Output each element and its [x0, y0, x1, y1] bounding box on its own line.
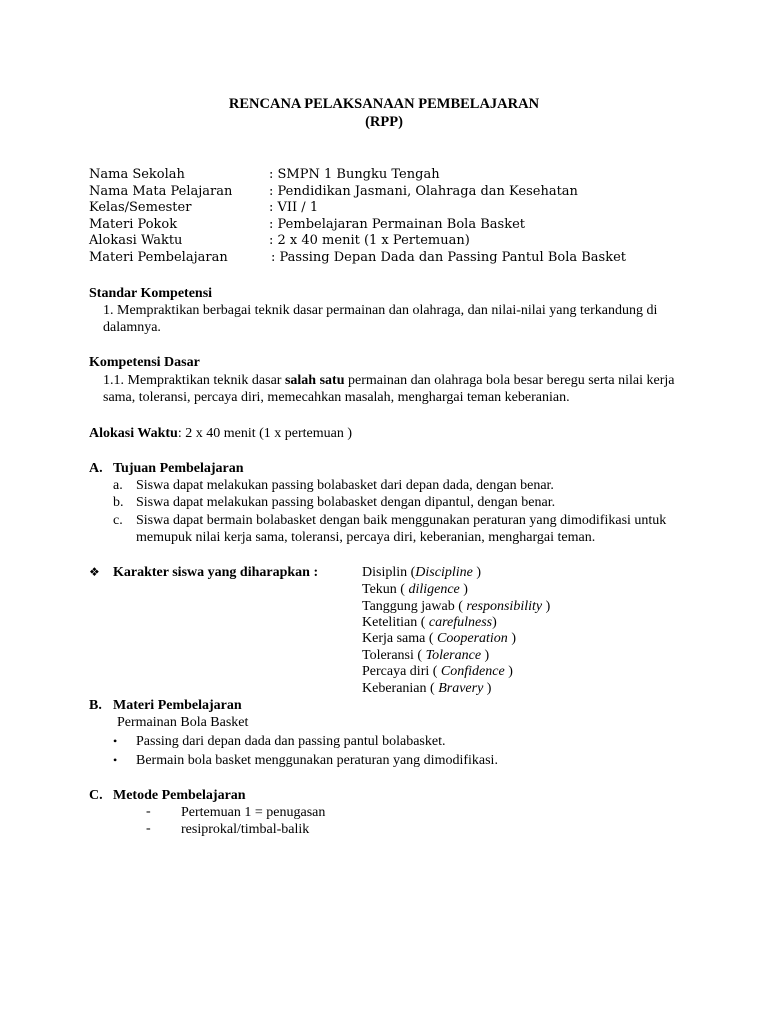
kompetensi-emphasis: salah satu	[284, 373, 345, 388]
karakter-translation: Cooperation	[437, 631, 508, 646]
identity-value: : SMPN 1 Bungku Tengah	[269, 167, 440, 182]
identity-label: Nama Mata Pelajaran	[89, 183, 233, 199]
section-a-marker: A.	[89, 461, 103, 476]
bullet-icon: •	[113, 753, 118, 767]
karakter-close: )	[507, 631, 516, 646]
section-b-marker: B.	[89, 698, 102, 713]
document-title: RENCANA PELAKSANAAN PEMBELAJARAN	[228, 96, 540, 112]
list-item-continuation: memupuk nilai kerja sama, toleransi, percaya diri, keberanian, menghargai teman.	[136, 530, 596, 545]
standar-line-1: 1. Mempraktikan berbagai teknik dasar permainan dan olahraga, dan nilai-nilai yang terkandung di	[103, 303, 658, 318]
identity-label: Materi Pembelajaran	[89, 249, 228, 265]
alokasi-label: Alokasi Waktu	[89, 426, 178, 441]
section-c-heading: Metode Pembelajaran	[113, 788, 246, 803]
karakter-term: Tanggung jawab (	[362, 599, 467, 614]
karakter-term: Toleransi (	[362, 648, 426, 663]
karakter-item	[362, 598, 550, 615]
list-item: Passing dari depan dada dan passing pantul bolabasket.	[136, 734, 446, 749]
list-marker: a.	[113, 478, 123, 493]
karakter-translation: Discipline	[415, 565, 473, 580]
karakter-term: Tekun (	[362, 582, 409, 597]
list-item: Siswa dapat melakukan passing bolabasket dengan dipantul, dengan benar.	[136, 495, 556, 510]
list-marker: c.	[113, 513, 123, 528]
karakter-close: )	[504, 664, 513, 679]
kompetensi-line-2: sama, toleransi, percaya diri, memecahkan masalah, menghargai teman keberanian.	[103, 390, 570, 405]
kompetensi-text: 1.1. Mempraktikan teknik dasar	[103, 373, 285, 388]
karakter-item	[362, 663, 513, 680]
list-marker: b.	[113, 495, 124, 510]
kompetensi-line-1	[103, 372, 675, 389]
karakter-translation: responsibility	[466, 599, 543, 614]
document-subtitle: (RPP)	[365, 114, 403, 130]
karakter-term: Ketelitian (	[362, 615, 429, 630]
kompetensi-heading: Kompetensi Dasar	[89, 355, 200, 370]
karakter-item	[362, 581, 468, 598]
identity-label: Kelas/Semester	[89, 200, 192, 215]
list-item: Pertemuan 1 = penugasan	[181, 805, 326, 820]
karakter-item	[362, 680, 491, 697]
karakter-translation: carefulness	[428, 615, 493, 630]
dash-marker: -	[146, 821, 151, 836]
bullet-icon: •	[113, 734, 118, 748]
list-item: Siswa dapat melakukan passing bolabasket dari depan dada, dengan benar.	[136, 478, 554, 493]
standar-line-2: dalamnya.	[103, 320, 161, 335]
kompetensi-text: permainan dan olahraga bola besar beregu serta nilai kerja	[344, 373, 675, 388]
karakter-translation: diligence	[408, 582, 460, 597]
karakter-close: )	[481, 648, 490, 663]
diamond-bullet-icon: ❖	[89, 565, 100, 579]
list-item: resiprokal/timbal-balik	[181, 822, 310, 837]
karakter-term: Disiplin (	[362, 565, 416, 580]
karakter-close: )	[542, 599, 551, 614]
identity-value: : Pendidikan Jasmani, Olahraga dan Kesehatan	[269, 183, 578, 199]
karakter-translation: Confidence	[440, 664, 505, 679]
section-b-subheading: Permainan Bola Basket	[117, 715, 249, 730]
alokasi-line	[89, 425, 352, 442]
identity-value: : Passing Depan Dada dan Passing Pantul Bola Basket	[271, 249, 627, 265]
section-a-heading: Tujuan Pembelajaran	[113, 461, 244, 476]
section-b-heading: Materi Pembelajaran	[113, 698, 242, 713]
karakter-translation: Bravery	[438, 681, 484, 696]
karakter-term: Keberanian (	[362, 681, 439, 696]
identity-label: Nama Sekolah	[89, 167, 185, 182]
identity-value: : Pembelajaran Permainan Bola Basket	[269, 216, 525, 232]
alokasi-value: : 2 x 40 menit (1 x pertemuan )	[177, 426, 353, 441]
dash-marker: -	[146, 804, 151, 819]
identity-label: Alokasi Waktu	[89, 233, 183, 248]
karakter-close: )	[492, 615, 497, 630]
karakter-close: )	[483, 681, 492, 696]
karakter-item	[362, 614, 497, 631]
karakter-close: )	[472, 565, 481, 580]
karakter-term: Kerja sama (	[362, 631, 438, 646]
identity-value: : 2 x 40 menit (1 x Pertemuan)	[269, 233, 470, 248]
list-item: Bermain bola basket menggunakan peraturan yang dimodifikasi.	[136, 753, 498, 768]
identity-value: : VII / 1	[269, 200, 319, 215]
karakter-translation: Tolerance	[425, 648, 482, 663]
karakter-item	[362, 630, 516, 647]
list-item: Siswa dapat bermain bolabasket dengan baik menggunakan peraturan yang dimodifikasi untuk	[136, 513, 667, 528]
identity-label: Materi Pokok	[89, 216, 178, 232]
karakter-close: )	[459, 582, 468, 597]
section-c-marker: C.	[89, 788, 103, 803]
karakter-term: Percaya diri (	[362, 664, 441, 679]
karakter-item	[362, 564, 481, 581]
karakter-heading: Karakter siswa yang diharapkan :	[113, 565, 319, 580]
karakter-item	[362, 647, 489, 664]
standar-heading: Standar Kompetensi	[89, 286, 213, 301]
